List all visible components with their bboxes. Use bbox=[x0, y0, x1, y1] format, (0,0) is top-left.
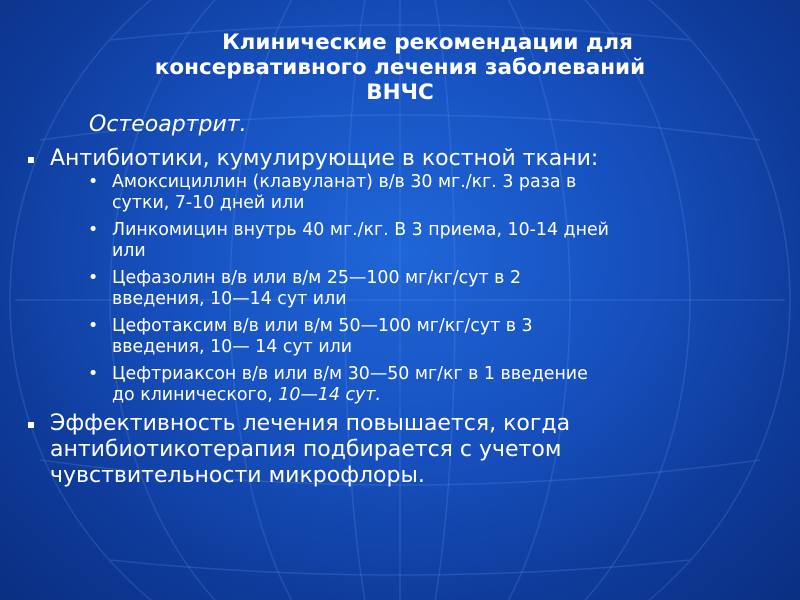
list-item-line: или bbox=[112, 241, 146, 261]
list-item-text: до клинического, bbox=[112, 385, 279, 405]
duration-italic-text: 10—14 сут. bbox=[278, 385, 382, 405]
main-bullet-line: антибиотикотерапия подбирается с учетом bbox=[50, 437, 562, 462]
title-line: консервативного лечения заболеваний bbox=[154, 55, 646, 80]
title-line: ВНЧС bbox=[366, 80, 434, 105]
bullet-dot-icon: • bbox=[88, 172, 99, 192]
bullet-dot-icon: • bbox=[88, 364, 99, 384]
slide-subtitle: Остеоартрит. bbox=[89, 112, 247, 137]
bullet-dot-icon: • bbox=[88, 268, 99, 288]
list-item bbox=[86, 220, 766, 262]
square-bullet-icon bbox=[28, 422, 34, 428]
main-bullet-text: Антибиотики, кумулирующие в костной ткани: bbox=[50, 146, 599, 171]
title-line: Клинические рекомендации для bbox=[222, 30, 633, 55]
list-item-line: введения, 10—14 сут или bbox=[112, 289, 347, 309]
list-item-line bbox=[112, 385, 766, 406]
list-item-line: Линкомицин внутрь 40 мг./кг. В 3 приема, 10-14 дней bbox=[112, 220, 609, 240]
list-item-line: сутки, 7-10 дней или bbox=[112, 193, 305, 213]
list-item bbox=[86, 172, 766, 214]
bullet-dot-icon: • bbox=[88, 220, 99, 240]
antibiotic-list bbox=[86, 172, 766, 412]
list-item-line: введения, 10— 14 сут или bbox=[112, 337, 353, 357]
main-bullet-effectiveness bbox=[50, 411, 750, 489]
main-bullet-line: Эффективность лечения повышается, когда bbox=[50, 411, 571, 436]
list-item bbox=[86, 316, 766, 358]
list-item-line: Амоксициллин (клавуланат) в/в 30 мг./кг. 3 раза в bbox=[112, 172, 577, 192]
slide-title bbox=[60, 30, 740, 105]
list-item bbox=[86, 364, 766, 406]
bullet-dot-icon: • bbox=[88, 316, 99, 336]
list-item-line: Цефазолин в/в или в/м 25—100 мг/кг/сут в 2 bbox=[112, 268, 522, 288]
list-item-line: Цефотаксим в/в или в/м 50—100 мг/кг/сут в 3 bbox=[112, 316, 533, 336]
list-item bbox=[86, 268, 766, 310]
main-bullet-line: чувствительности микрофлоры. bbox=[50, 463, 425, 488]
square-bullet-icon bbox=[28, 157, 34, 163]
list-item-line: Цефтриаксон в/в или в/м 30—50 мг/кг в 1 введение bbox=[112, 364, 588, 384]
main-bullet-antibiotics bbox=[50, 146, 750, 172]
